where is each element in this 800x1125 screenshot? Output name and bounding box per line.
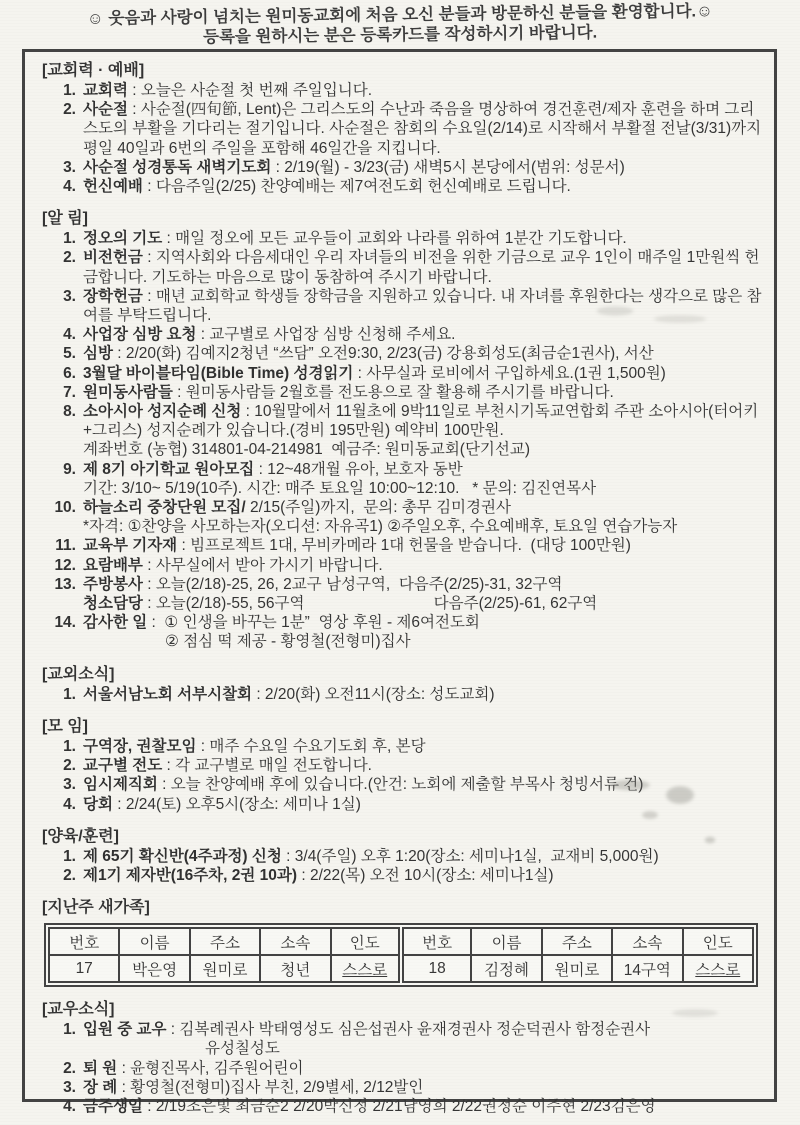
section-title: [양육/훈련] — [42, 827, 119, 845]
welcome-banner — [0, 0, 800, 50]
line-text: 임시제직회 : 오늘 찬양예배 후에 있습니다.(안건: 노회에 제출할 부목사 청빙서류 건) — [83, 776, 644, 794]
line-number: 4. — [63, 795, 76, 813]
table-cell: 청년 — [260, 955, 330, 982]
line-label: 서울서남노회 서부시찰회 — [83, 685, 253, 703]
line-number: 2. — [63, 866, 76, 884]
line-text: 교육부 기자재 : 빔프로젝트 1대, 무비카메라 1대 헌물을 받습니다. (대당 100만원) — [83, 537, 631, 555]
line-number: 1. — [63, 737, 76, 755]
table-header-row — [49, 928, 753, 955]
line-number: 4. — [63, 178, 76, 196]
bulletin-line — [42, 775, 764, 794]
line-text: 유성칠성도 — [205, 1040, 280, 1058]
bulletin-box — [22, 49, 777, 1115]
line-number: 2. — [63, 249, 76, 267]
line-label: 교육부 기자재 — [83, 537, 178, 555]
line-text: 소아시아 성지순례 신청 : 10월말에서 11월초에 9박11일로 부천시기독교연합회 주관 소아시아(터어키+그리스) 성지순례가 있습니다.(경비 195만원) 예약비 100만원. — [83, 403, 759, 440]
line-text: 입원 중 교우 : 김복례권사 박태영성도 심은섭권사 윤재경권사 정순덕권사 함정순권사 — [83, 1021, 651, 1039]
line-label: 임시제직회 — [83, 776, 158, 794]
line-label: 하늘소리 중창단원 모집/ — [83, 499, 246, 517]
section-2 — [42, 209, 764, 651]
line-number: 4. — [63, 1097, 76, 1115]
line-number: 1. — [63, 230, 76, 248]
line-label: 사순절 — [83, 101, 128, 119]
bulletin-line — [42, 158, 764, 177]
line-text: 교회력 : 오늘은 사순절 첫 번째 주일입니다. — [83, 82, 372, 99]
line-text: 장 례 : 황영철(전형미)집사 부친, 2/9별세, 2/12발인 — [83, 1078, 424, 1096]
bulletin-line — [42, 685, 764, 704]
line-number — [42, 632, 83, 651]
table-cell: 원미로 — [190, 955, 260, 982]
line-label: 당회 — [83, 795, 113, 813]
line-label: 구역장, 권찰모임 — [83, 737, 197, 755]
table-cell: 스스로 — [683, 955, 753, 982]
bulletin-line — [42, 248, 764, 286]
line-label: 요람배부 — [83, 556, 143, 574]
bulletin-line — [42, 847, 764, 866]
line-text: 제 8기 아기학교 원아모집 : 12~48개월 유아, 보호자 동반 — [83, 460, 463, 478]
bulletin-line — [42, 287, 764, 325]
line-label: 감사한 일 — [83, 614, 148, 632]
section-title: [알 림] — [42, 210, 89, 228]
line-number: 12. — [54, 556, 76, 574]
line-text: 요람배부 : 사무실에서 받아 가시기 바랍니다. — [83, 556, 383, 574]
line-text: 사순절 성경통독 새벽기도회 : 2/19(월) - 3/23(금) 새벽5시 본당에서(범위: 성문서) — [83, 158, 625, 176]
bulletin-line — [42, 536, 764, 555]
section-6 — [42, 898, 764, 987]
table-header-cell: 번호 — [49, 928, 119, 955]
line-text: 제 65기 확신반(4주과정) 신청 : 3/4(주일) 오후 1:20(장소: 세미나1실, 교재비 5,000원) — [83, 847, 659, 865]
line-number — [42, 517, 83, 536]
line-label: 퇴 원 — [83, 1059, 118, 1077]
bulletin-line — [42, 556, 764, 575]
line-number — [42, 440, 83, 459]
line-number: 14. — [54, 614, 76, 632]
line-label: 헌신예배 — [83, 178, 143, 196]
line-text: 비전헌금 : 지역사회와 다음세대인 우리 자녀들의 비전을 위한 기금으로 교우 1인이 매주일 1만원씩 헌금합니다. 기도하는 마음으로 많이 동참하여 주시기 바랍니다. — [83, 249, 760, 286]
bulletin-line — [42, 1039, 764, 1058]
line-label: 심방 — [83, 345, 113, 363]
welcome-line-1: ☺ 웃음과 사랑이 넘치는 원미동교회에 처음 오신 분들과 방문하신 분들을 환영합니다.☺ — [86, 2, 713, 28]
bulletin-line — [42, 866, 764, 885]
line-number — [42, 479, 83, 498]
line-label: 금주생일 — [83, 1097, 143, 1115]
line-text: 당회 : 2/24(토) 오후5시(장소: 세미나 1실) — [83, 795, 361, 813]
line-label: 청소담당 — [83, 595, 143, 613]
bulletin-line — [42, 632, 764, 651]
section-1 — [42, 61, 764, 196]
section-title: [교회력 · 예배] — [42, 62, 145, 79]
line-text: ② 점심 떡 제공 - 황영철(전형미)집사 — [165, 633, 411, 651]
bulletin-line — [42, 229, 764, 248]
line-number: 2. — [63, 1059, 76, 1077]
line-label: 교회력 — [83, 82, 128, 99]
section-7 — [42, 1000, 764, 1116]
line-number: 6. — [63, 364, 76, 382]
line-text: 감사한 일 : ① 인생을 바꾸는 1분” 영상 후원 - 제6여전도회 — [83, 614, 480, 632]
table-header-cell: 번호 — [401, 928, 471, 955]
bulletin-line — [42, 81, 764, 100]
bulletin-line — [42, 440, 764, 459]
bulletin-line — [42, 498, 764, 517]
bulletin-line — [42, 460, 764, 479]
line-text: 구역장, 권찰모임 : 매주 수요일 수요기도회 후, 본당 — [83, 737, 426, 755]
line-text: 3월달 바이블타임(Bible Time) 성경읽기 : 사무실과 로비에서 구입하세요.(1권 1,500원) — [83, 364, 666, 382]
bulletin-line — [42, 517, 764, 536]
table-header-cell: 인도 — [683, 928, 753, 955]
line-text: 금주생일 : 2/19조은빛 최금순2 2/20박신정 2/21남영희 2/22권정순 이주현 2/23김은영 — [83, 1097, 656, 1115]
line-number: 5. — [63, 345, 76, 363]
bulletin-line — [42, 364, 764, 383]
line-number: 7. — [63, 383, 76, 401]
line-text: 헌신예배 : 다음주일(2/25) 찬양예배는 제7여전도회 헌신예배로 드립니다. — [83, 178, 571, 196]
line-number: 2. — [63, 101, 76, 119]
table-cell: 박은영 — [119, 955, 189, 982]
line-label: 교구별 전도 — [83, 757, 163, 775]
newcomers-table — [48, 927, 754, 983]
line-text: 청소담당 : 오늘(2/18)-55, 56구역 다음주(2/25)-61, 62구역 — [83, 595, 598, 613]
section-title: [모 임] — [42, 717, 89, 735]
line-number: 8. — [63, 403, 76, 421]
line-label: 제 8기 아기학교 원아모집 — [83, 460, 255, 478]
table-header-cell: 소속 — [260, 928, 330, 955]
table-cell: 17 — [49, 955, 119, 982]
line-label: 사업장 심방 요청 — [83, 326, 197, 344]
bulletin-line — [42, 325, 764, 344]
line-label: 정오의 기도 — [83, 230, 163, 248]
line-label: 제1기 제자반(16주차, 2권 10과) — [83, 866, 298, 884]
table-header-cell: 이름 — [471, 928, 541, 955]
line-label: 장 례 — [83, 1078, 118, 1096]
line-number: 1. — [63, 82, 76, 99]
line-text: 사업장 심방 요청 : 교구별로 사업장 심방 신청해 주세요. — [83, 326, 456, 344]
line-number: 9. — [63, 460, 76, 478]
bulletin-line — [42, 402, 764, 440]
section-4 — [42, 717, 764, 814]
line-text: 장학헌금 : 매년 교회학교 학생들 장학금을 지원하고 있습니다. 내 자녀를 후원한다는 생각으로 많은 참여를 부탁드립니다. — [83, 287, 762, 325]
bulletin-line — [42, 1020, 764, 1039]
table-row — [49, 955, 753, 982]
bulletin-line — [42, 383, 764, 402]
bulletin-line — [42, 756, 764, 775]
table-cell: 18 — [401, 955, 471, 982]
line-label: 3월달 바이블타임(Bible Time) 성경읽기 — [83, 364, 354, 382]
line-text: 기간: 3/10~ 5/19(10주). 시간: 매주 토요일 10:00~12:10. * 문의: 김진연목사 — [83, 479, 597, 497]
table-header-cell: 주소 — [542, 928, 612, 955]
bulletin-line — [42, 177, 764, 196]
line-number: 3. — [63, 287, 76, 305]
table-header-cell: 소속 — [612, 928, 682, 955]
line-number: 4. — [63, 326, 76, 344]
line-number: 3. — [63, 158, 76, 176]
line-label: 사순절 성경통독 새벽기도회 — [83, 158, 272, 176]
bulletin-line — [42, 479, 764, 498]
line-number: 11. — [55, 537, 76, 555]
line-label: 장학헌금 — [83, 287, 143, 305]
line-number — [42, 594, 83, 613]
line-number — [42, 1039, 83, 1058]
line-number: 1. — [63, 1021, 76, 1039]
line-text: 퇴 원 : 윤형진목사, 김주원어린이 — [83, 1059, 304, 1077]
line-text: 제1기 제자반(16주차, 2권 10과) : 2/22(목) 오전 10시(장소: 세미나1실) — [83, 866, 554, 884]
line-label: 소아시아 성지순례 신청 — [83, 403, 242, 421]
line-text: 정오의 기도 : 매일 정오에 모든 교우들이 교회와 나라를 위하여 1분간 기도합니다. — [83, 230, 627, 248]
table-cell: 김정혜 — [471, 955, 541, 982]
line-label: 원미동사람들 — [83, 383, 173, 401]
bulletin-line — [42, 795, 764, 814]
line-text: *자격: ①찬양을 사모하는자(오디션: 자유곡1) ②주일오후, 수요예배후, 토요일 연습가능자 — [83, 518, 678, 536]
section-title: [지난주 새가족] — [42, 899, 150, 917]
line-text: 심방 : 2/20(화) 김예지2청년 “쓰담” 오전9:30, 2/23(금) 강용회성도(최금순1권사), 서산 — [83, 345, 654, 363]
table-cell: 14구역 — [612, 955, 682, 982]
line-number: 3. — [63, 776, 76, 794]
bulletin-line — [42, 575, 764, 594]
bulletin-line — [42, 737, 764, 756]
line-text: 사순절 : 사순절(四旬節, Lent)은 그리스도의 수난과 죽음을 명상하여 경건훈련/제자 훈련을 하며 그리스도의 부활을 기다리는 절기입니다. 사순절은 참회의 수요일(2/14)로 시작해서 부활절 전날(3/31)까지 평일 40일과 6번의 주일을 포함해 46일간을 지킵니다. — [83, 101, 766, 157]
line-label: 주방봉사 — [83, 575, 143, 593]
line-number: 1. — [63, 847, 76, 865]
table-cell: 스스로 — [331, 955, 401, 982]
line-label: 비전헌금 — [83, 249, 143, 267]
table-header-cell: 주소 — [190, 928, 260, 955]
newcomers-table-wrap — [44, 923, 758, 987]
bulletin-line — [42, 1059, 764, 1078]
section-3 — [42, 665, 764, 704]
bulletin-line — [42, 594, 764, 613]
line-number: 10. — [54, 499, 76, 517]
line-number: 13. — [54, 575, 76, 593]
line-number: 2. — [63, 757, 76, 775]
bulletin-line — [42, 1097, 764, 1116]
section-title: [교외소식] — [42, 665, 115, 683]
line-text: 원미동사람들 : 원미동사람들 2월호를 전도용으로 잘 활용해 주시기를 바랍니다. — [83, 383, 614, 401]
line-text: 서울서남노회 서부시찰회 : 2/20(화) 오전11시(장소: 성도교회) — [83, 685, 495, 703]
line-text: 교구별 전도 : 각 교구별로 매일 전도합니다. — [83, 757, 372, 775]
line-label: 제 65기 확신반(4주과정) 신청 — [83, 847, 282, 865]
line-text: 하늘소리 중창단원 모집/ 2/15(주일)까지, 문의: 총무 김미경권사 — [83, 499, 511, 517]
line-number: 1. — [63, 685, 76, 703]
welcome-line-2: 등록을 원하시는 분은 등록카드를 작성하시기 바랍니다. — [202, 23, 598, 47]
table-cell: 원미로 — [542, 955, 612, 982]
table-header-cell: 이름 — [119, 928, 189, 955]
line-text: 계좌번호 (농협) 314801-04-214981 예금주: 원미동교회(단기선교) — [83, 441, 531, 459]
bulletin-line — [42, 613, 764, 632]
bulletin-line — [42, 1078, 764, 1097]
bulletin-line — [42, 100, 764, 158]
section-title: [교우소식] — [42, 1001, 115, 1019]
section-5 — [42, 827, 764, 885]
line-number: 3. — [63, 1078, 76, 1096]
bulletin-line — [42, 344, 764, 363]
line-label: 입원 중 교우 — [83, 1021, 167, 1039]
line-text: 주방봉사 : 오늘(2/18)-25, 26, 2교구 남성구역, 다음주(2/25)-31, 32구역 — [83, 575, 563, 593]
table-header-cell: 인도 — [331, 928, 401, 955]
